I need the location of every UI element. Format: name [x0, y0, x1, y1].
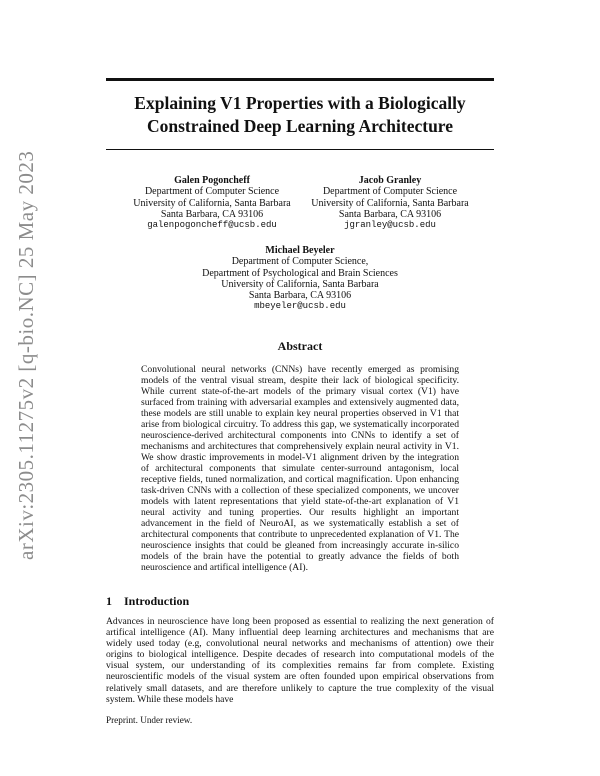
- author-affiliation-line: Santa Barbara, CA 93106: [338, 208, 442, 220]
- author-email[interactable]: mbeyeler@ucsb.edu: [254, 301, 346, 312]
- title-top-rule: [106, 78, 494, 81]
- author-block: [170, 245, 430, 313]
- author-affiliation-line: University of California, Santa Barbara: [133, 197, 291, 209]
- section-heading-introduction: [106, 594, 189, 609]
- author-affiliation-line: Santa Barbara, CA 93106: [248, 290, 352, 302]
- author-affiliation-line: University of California, Santa Barbara: [311, 197, 469, 209]
- author-affiliation-line: Department of Computer Science: [144, 186, 280, 198]
- title-bottom-rule: [106, 149, 494, 150]
- arxiv-identifier-text: arXiv:2305.11275v2 [q-bio.NC] 25 May 2023: [14, 150, 38, 560]
- author-block: [112, 175, 312, 231]
- author-email[interactable]: galenpogoncheff@ucsb.edu: [147, 220, 277, 231]
- author-affiliation-line: University of California, Santa Barbara: [221, 278, 379, 290]
- title-line-1: Explaining V1 Properties with a Biologically: [134, 93, 466, 113]
- footer-note: Preprint. Under review.: [106, 715, 193, 725]
- paper-title: [106, 92, 494, 138]
- author-affiliation-line: Department of Psychological and Brain Sciences: [202, 267, 398, 279]
- author-affiliation-line: Department of Computer Science: [322, 186, 458, 198]
- author-email[interactable]: jgranley@ucsb.edu: [344, 220, 436, 231]
- section-number: 1: [106, 594, 112, 608]
- section-title: Introduction: [124, 594, 190, 608]
- abstract-heading: Abstract: [277, 339, 323, 353]
- author-block: [290, 175, 490, 231]
- author-name: Jacob Granley: [358, 175, 422, 186]
- title-line-2: Constrained Deep Learning Architecture: [146, 116, 454, 136]
- author-name: Michael Beyeler: [265, 245, 335, 256]
- author-affiliation-line: Department of Computer Science,: [231, 256, 369, 268]
- abstract-text: Convolutional neural networks (CNNs) have recently emerged as promising models of the ventral visual stream, despite their lack of biological specificity. While current state-of-the-art models of the primary visual cortex (V1) have surfaced from training with adversarial examples and extensively augmented data, these models are still unable to explain key neural properties observed in V1 that arise from biological circuitry. To address this gap, we systematically incorporated neuroscience-derived architectural components into CNNs to identify a set of mechanisms and architectures that comprehensively explain neural activity in V1. We show drastic improvements in model-V1 alignment driven by the integration of architectural components that simulate center-surround antagonism, local receptive fields, tuned normalization, and cortical magnification. Upon enhancing task-driven CNNs with a collection of these specialized components, we uncover models with latent representations that yield state-of-the-art explanation of V1 neural activity and tuning properties. Our results highlight an important advancement in the field of NeuroAI, as we systematically establish a set of architectural components that contribute to unprecedented explanation of V1. The neuroscience insights that could be gleaned from increasingly accurate in-silico models of the brain have the potential to greatly advance the fields of both neuroscience and artifical intelligence (AI).: [141, 364, 459, 573]
- author-affiliation-line: Santa Barbara, CA 93106: [160, 208, 264, 220]
- introduction-text: Advances in neuroscience have long been proposed as essential to realizing the next generation of artifical intelligence (AI). Many influential deep learning architectures and mechanisms that are widely used today (e.g, convolutional neural networks and mechanisms of attention) owe their origins to biological intelligence. Despite decades of research into computational models of the visual system, our understanding of its complexities remains far from complete. Existing neuroscientific models of the visual system are often founded upon empirical observations from relatively small datasets, and are therefore unlikely to capture the true complexity of the visual system. While these models have: [106, 616, 494, 705]
- author-name: Galen Pogoncheff: [174, 175, 250, 186]
